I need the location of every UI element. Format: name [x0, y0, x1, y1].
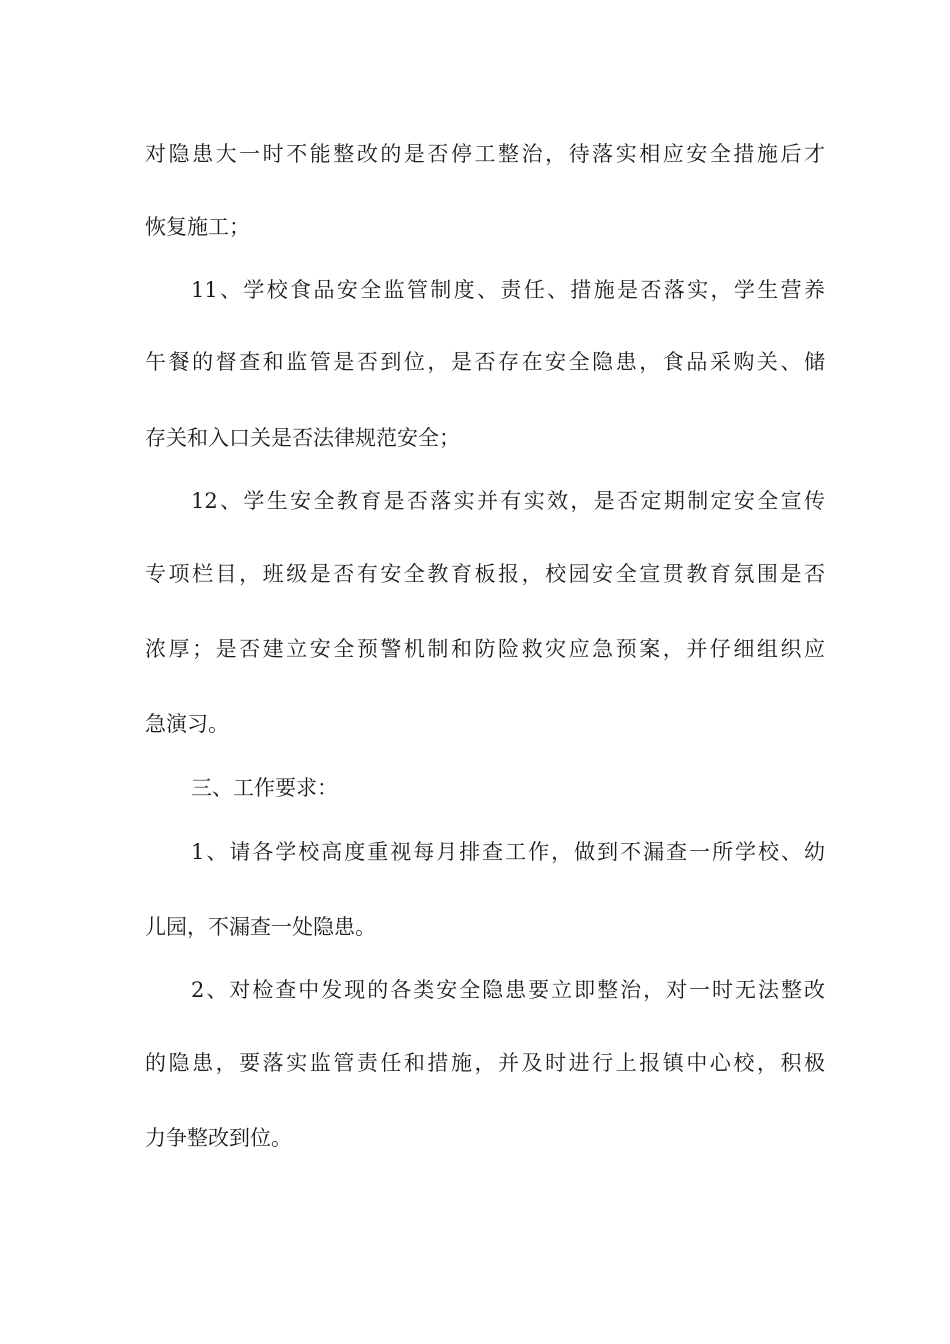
text-line: 儿园，不漏查一处隐患。 [145, 915, 376, 939]
text-line: 专项栏目，班级是否有安全教育板报，校园安全宣贯教育氛围是否 [145, 562, 825, 586]
text-line: 恢复施工； [145, 215, 250, 239]
text-line: 力争整改到位。 [145, 1126, 292, 1150]
text-line: 急演习。 [145, 712, 229, 736]
text-line: 12、学生安全教育是否落实并有实效，是否定期制定安全宣传 [191, 489, 825, 513]
text-line: 浓厚；是否建立安全预警机制和防险救灾应急预案，并仔细组织应 [145, 637, 825, 661]
text-line: 的隐患，要落实监管责任和措施，并及时进行上报镇中心校，积极 [145, 1051, 825, 1075]
text-line: 午餐的督查和监管是否到位，是否存在安全隐患，食品采购关、储 [145, 350, 825, 374]
section-heading: 三、工作要求： [191, 776, 338, 800]
text-line: 对隐患大一时不能整改的是否停工整治，待落实相应安全措施后才 [145, 142, 825, 166]
text-line: 存关和入口关是否法律规范安全； [145, 426, 460, 450]
text-line: 1、请各学校高度重视每月排查工作，做到不漏查一所学校、幼 [191, 840, 825, 864]
text-line: 11、学校食品安全监管制度、责任、措施是否落实，学生营养 [191, 278, 825, 302]
text-line: 2、对检查中发现的各类安全隐患要立即整治，对一时无法整改 [191, 978, 825, 1002]
